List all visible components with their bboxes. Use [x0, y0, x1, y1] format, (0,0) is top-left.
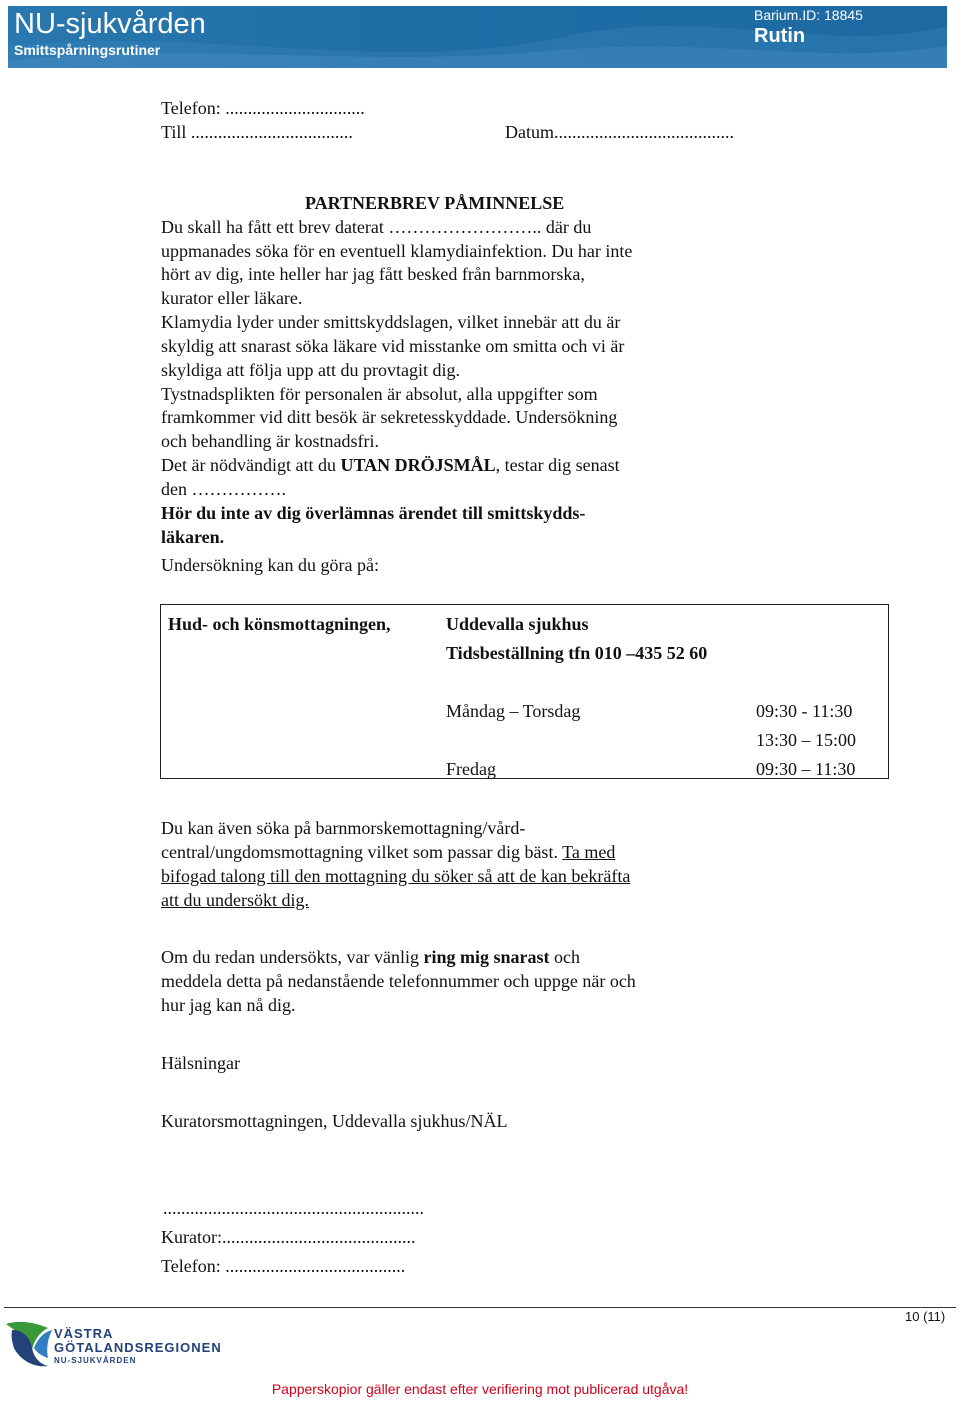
paragraph-line: skyldiga att följa upp att du provtagit dig. [161, 360, 460, 380]
document-id: Barium.ID: 18845 [754, 7, 863, 23]
alternative-line: Du kan även söka på barnmorskemottagning/vård- [161, 818, 526, 838]
warning-line: Hör du inte av dig överlämnas ärendet till smittskydds- [161, 503, 586, 523]
paragraph-line: kurator eller läkare. [161, 288, 303, 308]
counselor-phone-field: Telefon: ........................................ [161, 1256, 406, 1276]
hours-time: 09:30 - 11:30 [756, 701, 853, 721]
logo-line: VÄSTRA [54, 1326, 114, 1341]
deadline-emphasis: UTAN DRÖJSMÅL [340, 455, 496, 475]
underlined-instruction: bifogad talong till den mottagning du söker så att de kan bekräfta [161, 866, 631, 886]
hours-time: 09:30 – 11:30 [756, 759, 856, 779]
org-title: NU-sjukvården [14, 8, 206, 40]
date-field: Datum........................................ [505, 122, 734, 142]
vgr-logo-text [54, 1327, 222, 1366]
clinic-info-table [160, 604, 889, 779]
phone-field: Telefon: ............................... [161, 98, 365, 118]
paragraph-line: framkommer vid ditt besök är sekretesskyddade. Undersökning [161, 407, 618, 427]
counselor-field: Kurator:........................................... [161, 1227, 416, 1247]
call-emphasis: ring mig snarast [423, 947, 550, 967]
logo-line: GÖTALANDSREGIONEN [54, 1340, 222, 1355]
clinic-hospital: Uddevalla sjukhus [446, 614, 589, 634]
already-tested-line: hur jag kan nå dig. [161, 995, 296, 1015]
already-text: Om du redan undersökts, var vänlig [161, 947, 424, 967]
hours-time: 13:30 – 15:00 [756, 730, 857, 750]
paragraph-line: Klamydia lyder under smittskyddslagen, vilket innebär att du är [161, 312, 621, 332]
deadline-text-end: , testar dig senast [495, 455, 620, 475]
document-type: Rutin [754, 25, 806, 47]
to-field: Till .................................... [161, 122, 353, 142]
hours-day: Måndag – Torsdag [446, 701, 581, 721]
letter-title: PARTNERBREV PÅMINNELSE [305, 193, 565, 213]
paragraph-line: uppmanades söka för en eventuell klamydiainfektion. Du har inte [161, 241, 633, 261]
warning-line: läkaren. [161, 527, 225, 547]
org-subtitle: Smittspårningsrutiner [14, 42, 161, 58]
underlined-instruction: Ta med [562, 842, 616, 862]
already-text-end: och [549, 947, 580, 967]
sender: Kuratorsmottagningen, Uddevalla sjukhus/NÄL [161, 1111, 508, 1131]
greeting: Hälsningar [161, 1053, 240, 1073]
already-tested-line [161, 945, 580, 969]
paragraph-line: Tystnadsplikten för personalen är absolut, alla uppgifter som [161, 384, 598, 404]
footer-divider [4, 1307, 956, 1308]
deadline-text: Det är nödvändigt att du [161, 455, 341, 475]
print-disclaimer: Papperskopior gäller endast efter verifiering mot publicerad utgåva! [271, 1381, 689, 1397]
paragraph-line: hört av dig, inte heller har jag fått besked från barnmorska, [161, 264, 585, 284]
header-banner [8, 6, 947, 68]
alternative-line [161, 840, 615, 864]
paragraph-line: skyldig att snarast söka läkare vid misstanke om smitta och vi är [161, 336, 625, 356]
deadline-date-line: den ……………. [161, 479, 286, 499]
underlined-instruction: att du undersökt dig. [161, 890, 309, 910]
clinic-name: Hud- och könsmottagningen, [168, 614, 391, 634]
logo-line: NU-SJUKVÅRDEN [54, 1356, 137, 1365]
hours-day: Fredag [446, 759, 496, 779]
exam-intro: Undersökning kan du göra på: [161, 555, 379, 575]
deadline-line [161, 453, 620, 477]
alternative-text: central/ungdomsmottagning vilket som passar dig bäst. [161, 842, 563, 862]
clinic-booking-phone: Tidsbeställning tfn 010 –435 52 60 [446, 643, 708, 663]
paragraph-line: Du skall ha fått ett brev daterat …………………….. där du [161, 217, 592, 237]
paragraph-line: och behandling är kostnadsfri. [161, 431, 379, 451]
page-number: 10 (11) [905, 1309, 946, 1324]
already-tested-line: meddela detta på nedanstående telefonnummer och uppge när och [161, 971, 636, 991]
signature-line: .......................................................... [163, 1198, 424, 1218]
